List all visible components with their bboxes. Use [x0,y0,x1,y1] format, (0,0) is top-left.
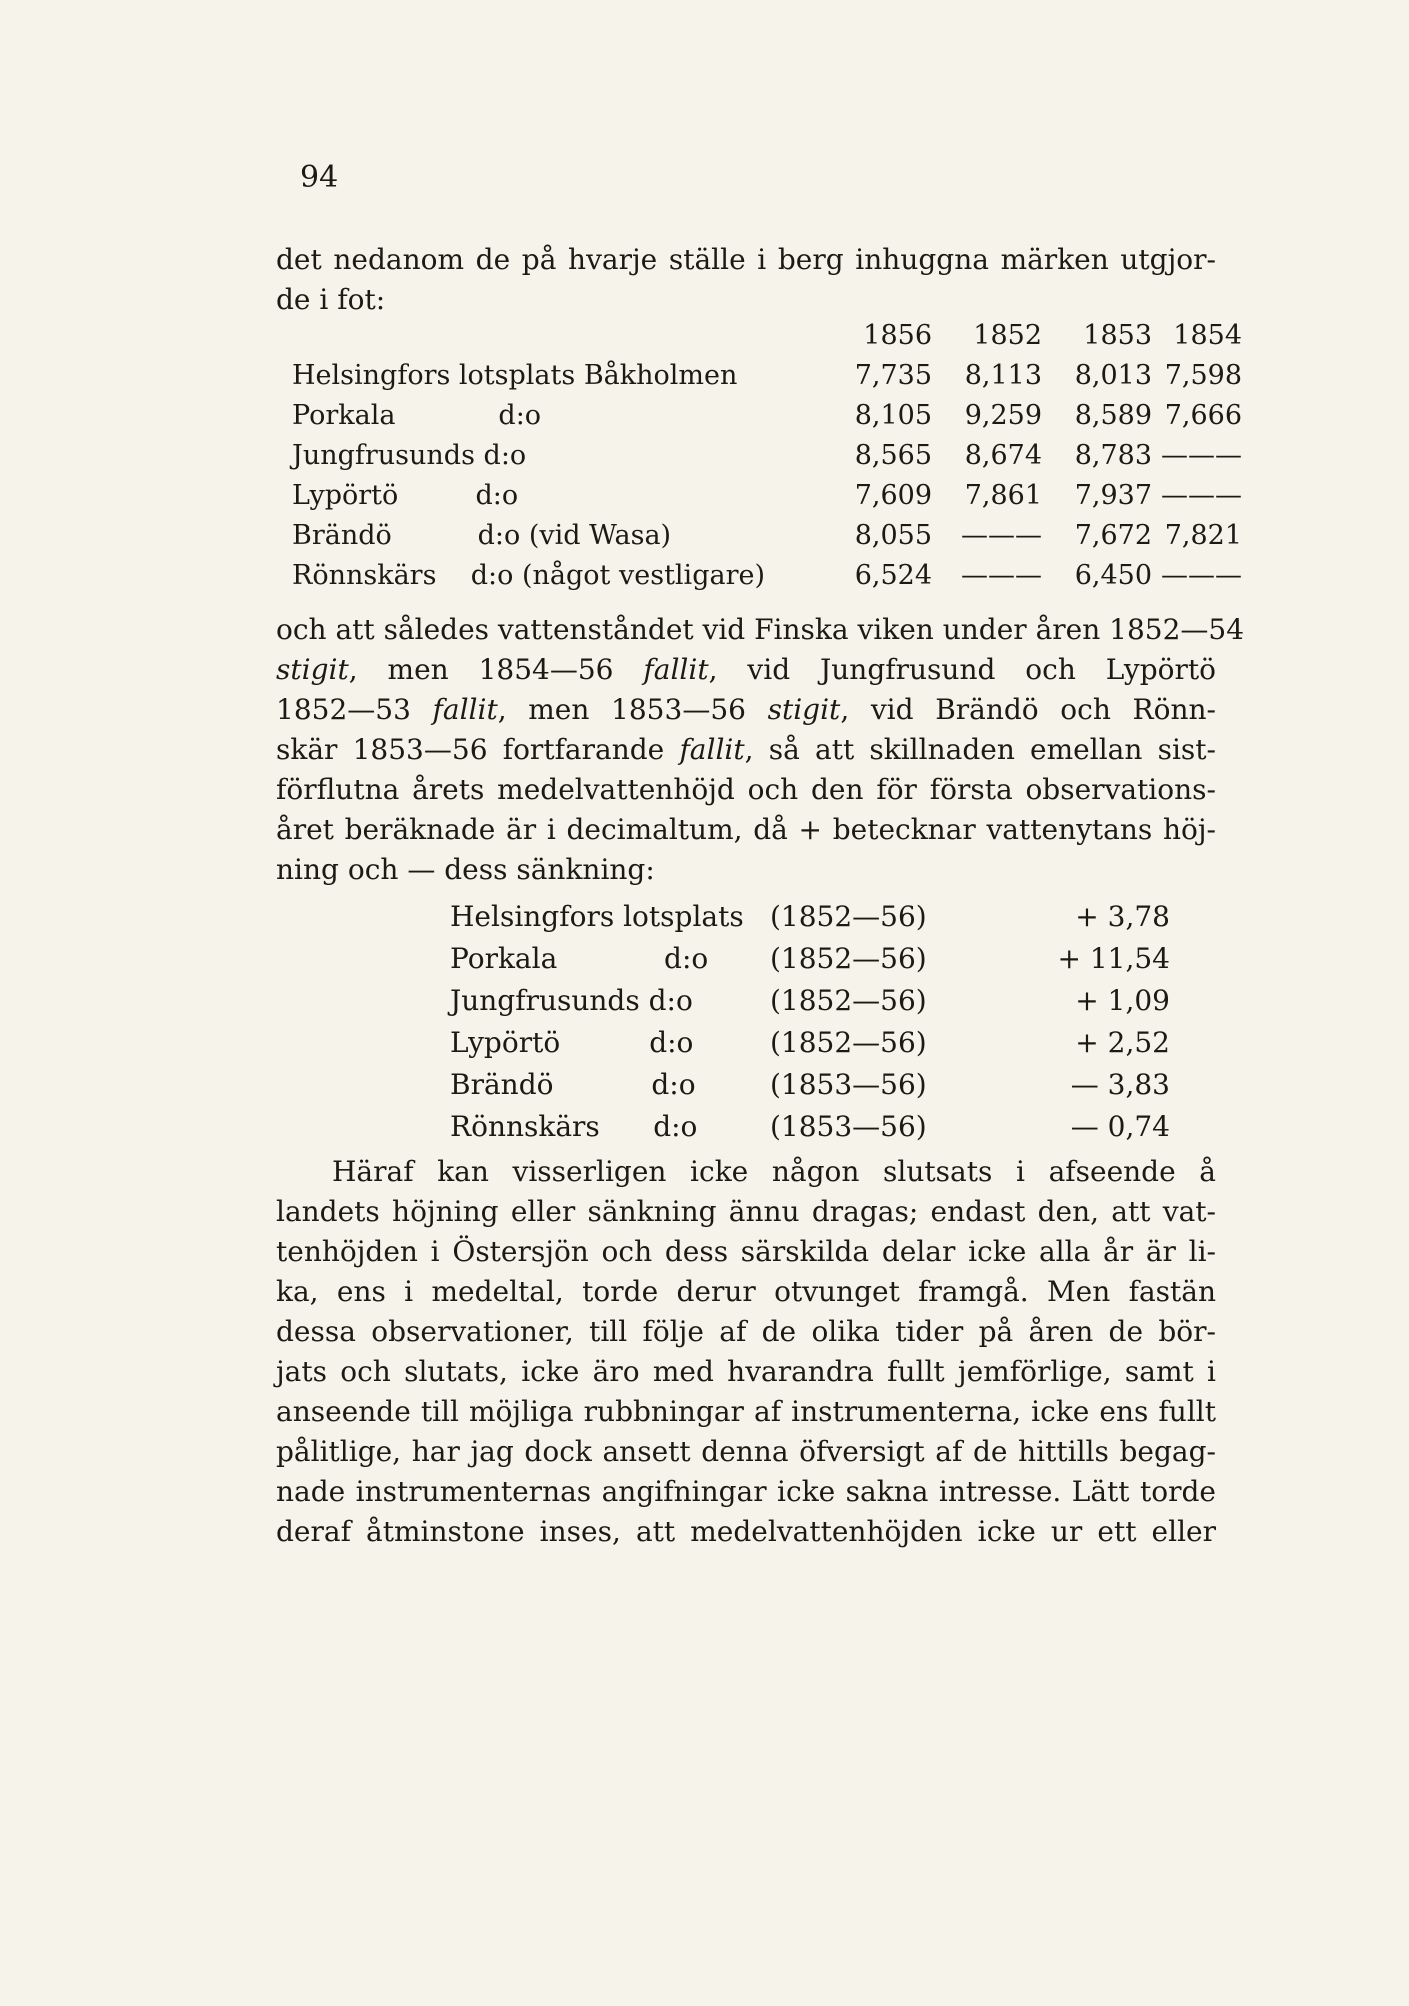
table-row [450,984,1170,1026]
text-line: Häraf kan visserligen icke någon slutsats i afseende å [332,1155,1216,1188]
table-row [276,400,1242,440]
text-line: stigit, men 1854—56 fallit, vid Jungfrusund och Lypörtö [276,653,1216,686]
value-cell: 7,735 [854,360,932,391]
value-cell: ——— [961,560,1042,591]
period: (1853—56) [770,1110,927,1143]
text-line: dessa observationer, till följe af de olika tider på åren de bör- [276,1315,1216,1348]
value-cell: 8,113 [964,360,1042,391]
change-value: — 3,83 [1070,1068,1170,1101]
text-line: 1852—53 fallit, men 1853—56 stigit, vid Brändö och Rönn- [276,693,1216,726]
text-line: tenhöjden i Östersjön och dess särskilda delar icke alla år är li- [276,1235,1216,1268]
table-row [276,520,1242,560]
page-number: 94 [300,160,339,195]
emphasis: fallit [432,693,498,726]
value-cell: 6,524 [854,560,932,591]
text-line: jats och slutats, icke äro med hvarandra fullt jemförlige, samt i [276,1355,1216,1388]
value-cell: 7,672 [1074,520,1152,551]
value-cell: 7,609 [854,480,932,511]
value-cell: 9,259 [964,400,1042,431]
period: (1853—56) [770,1068,927,1101]
value-cell: 8,783 [1074,440,1152,471]
emphasis: stigit [276,653,349,686]
period: (1852—56) [770,942,927,975]
text-line: förflutna årets medelvattenhöjd och den för första observations- [276,773,1216,806]
intro-text [276,240,1216,320]
text-line: anseende till möjliga rubbningar af instrumenterna, icke ens fullt [276,1395,1216,1428]
place-name: Helsingfors lotsplats [450,900,744,933]
value-cell: ——— [1161,480,1242,511]
table-row [276,480,1242,520]
change-value: + 2,52 [1075,1026,1170,1059]
table-row [276,440,1242,480]
text-line: skär 1853—56 fortfarande fallit, så att skillnaden emellan sist- [276,733,1216,766]
year-header: 1856 [863,320,932,351]
place-name: Jungfrusunds d:o [450,984,693,1017]
paragraph-2 [276,1152,1216,1552]
text-line: deraf åtminstone inses, att medelvattenhöjden icke ur ett eller [276,1515,1216,1548]
paragraph-1 [276,610,1245,890]
place-name: Rönnskärs d:o (något vestligare) [292,560,765,591]
value-cell: 8,105 [854,400,932,431]
text-line: och att således vattenståndet vid Finska viken under åren 1852—54 [276,613,1245,646]
text-line: nade instrumenternas angifningar icke sakna intresse. Lätt torde [276,1475,1216,1508]
value-cell: 8,589 [1074,400,1152,431]
value-cell: ——— [1161,560,1242,591]
emphasis: fallit [679,733,745,766]
period: (1852—56) [770,984,927,1017]
change-value: + 3,78 [1075,900,1170,933]
text-line: året beräknade är i decimaltum, då + betecknar vattenytans höj- [276,813,1216,846]
year-header: 1854 [1173,320,1242,351]
table-header-row [276,320,1242,360]
period: (1852—56) [770,900,927,933]
value-cell: 6,450 [1074,560,1152,591]
value-cell: 7,861 [964,480,1042,511]
change-table [450,900,1170,1152]
text-line: det nedanom de på hvarje ställe i berg inhuggna märken utgjor- [276,243,1216,276]
change-value: — 0,74 [1070,1110,1170,1143]
year-header: 1852 [973,320,1042,351]
emphasis: stigit [767,693,841,726]
value-cell: ——— [961,520,1042,551]
place-name: Jungfrusunds d:o [292,440,527,471]
place-name: Brändö d:o [450,1068,696,1101]
table-row [450,1068,1170,1110]
text-line: ning och — dess sänkning: [276,853,655,886]
place-name: Rönnskärs d:o [450,1110,698,1143]
text-line: landets höjning eller sänkning ännu dragas; endast den, att vat- [276,1195,1216,1228]
value-cell: 8,055 [854,520,932,551]
text-line: ka, ens i medeltal, torde derur otvunget framgå. Men fastän [276,1275,1216,1308]
change-value: + 11,54 [1057,942,1170,975]
place-name: Helsingfors lotsplats Båkholmen [292,360,738,391]
table-row [450,900,1170,942]
table-row [450,942,1170,984]
value-cell: 7,666 [1164,400,1242,431]
place-name: Lypörtö d:o [450,1026,694,1059]
period: (1852—56) [770,1026,927,1059]
value-cell: 7,937 [1074,480,1152,511]
text-line: pålitlige, har jag dock ansett denna öfversigt af de hittills begag- [276,1435,1216,1468]
table-row [276,360,1242,400]
place-name: Lypörtö d:o [292,480,519,511]
value-cell: ——— [1161,440,1242,471]
year-header: 1853 [1083,320,1152,351]
place-name: Brändö d:o (vid Wasa) [292,520,672,551]
emphasis: fallit [643,653,709,686]
value-cell: 7,598 [1164,360,1242,391]
value-cell: 8,013 [1074,360,1152,391]
value-cell: 8,674 [964,440,1042,471]
table-row [450,1110,1170,1152]
value-cell: 8,565 [854,440,932,471]
value-cell: 7,821 [1164,520,1242,551]
text-line: de i fot: [276,283,386,316]
change-value: + 1,09 [1075,984,1170,1017]
water-level-table [276,320,1242,600]
place-name: Porkala d:o [450,942,709,975]
table-row [450,1026,1170,1068]
place-name: Porkala d:o [292,400,542,431]
table-row [276,560,1242,600]
